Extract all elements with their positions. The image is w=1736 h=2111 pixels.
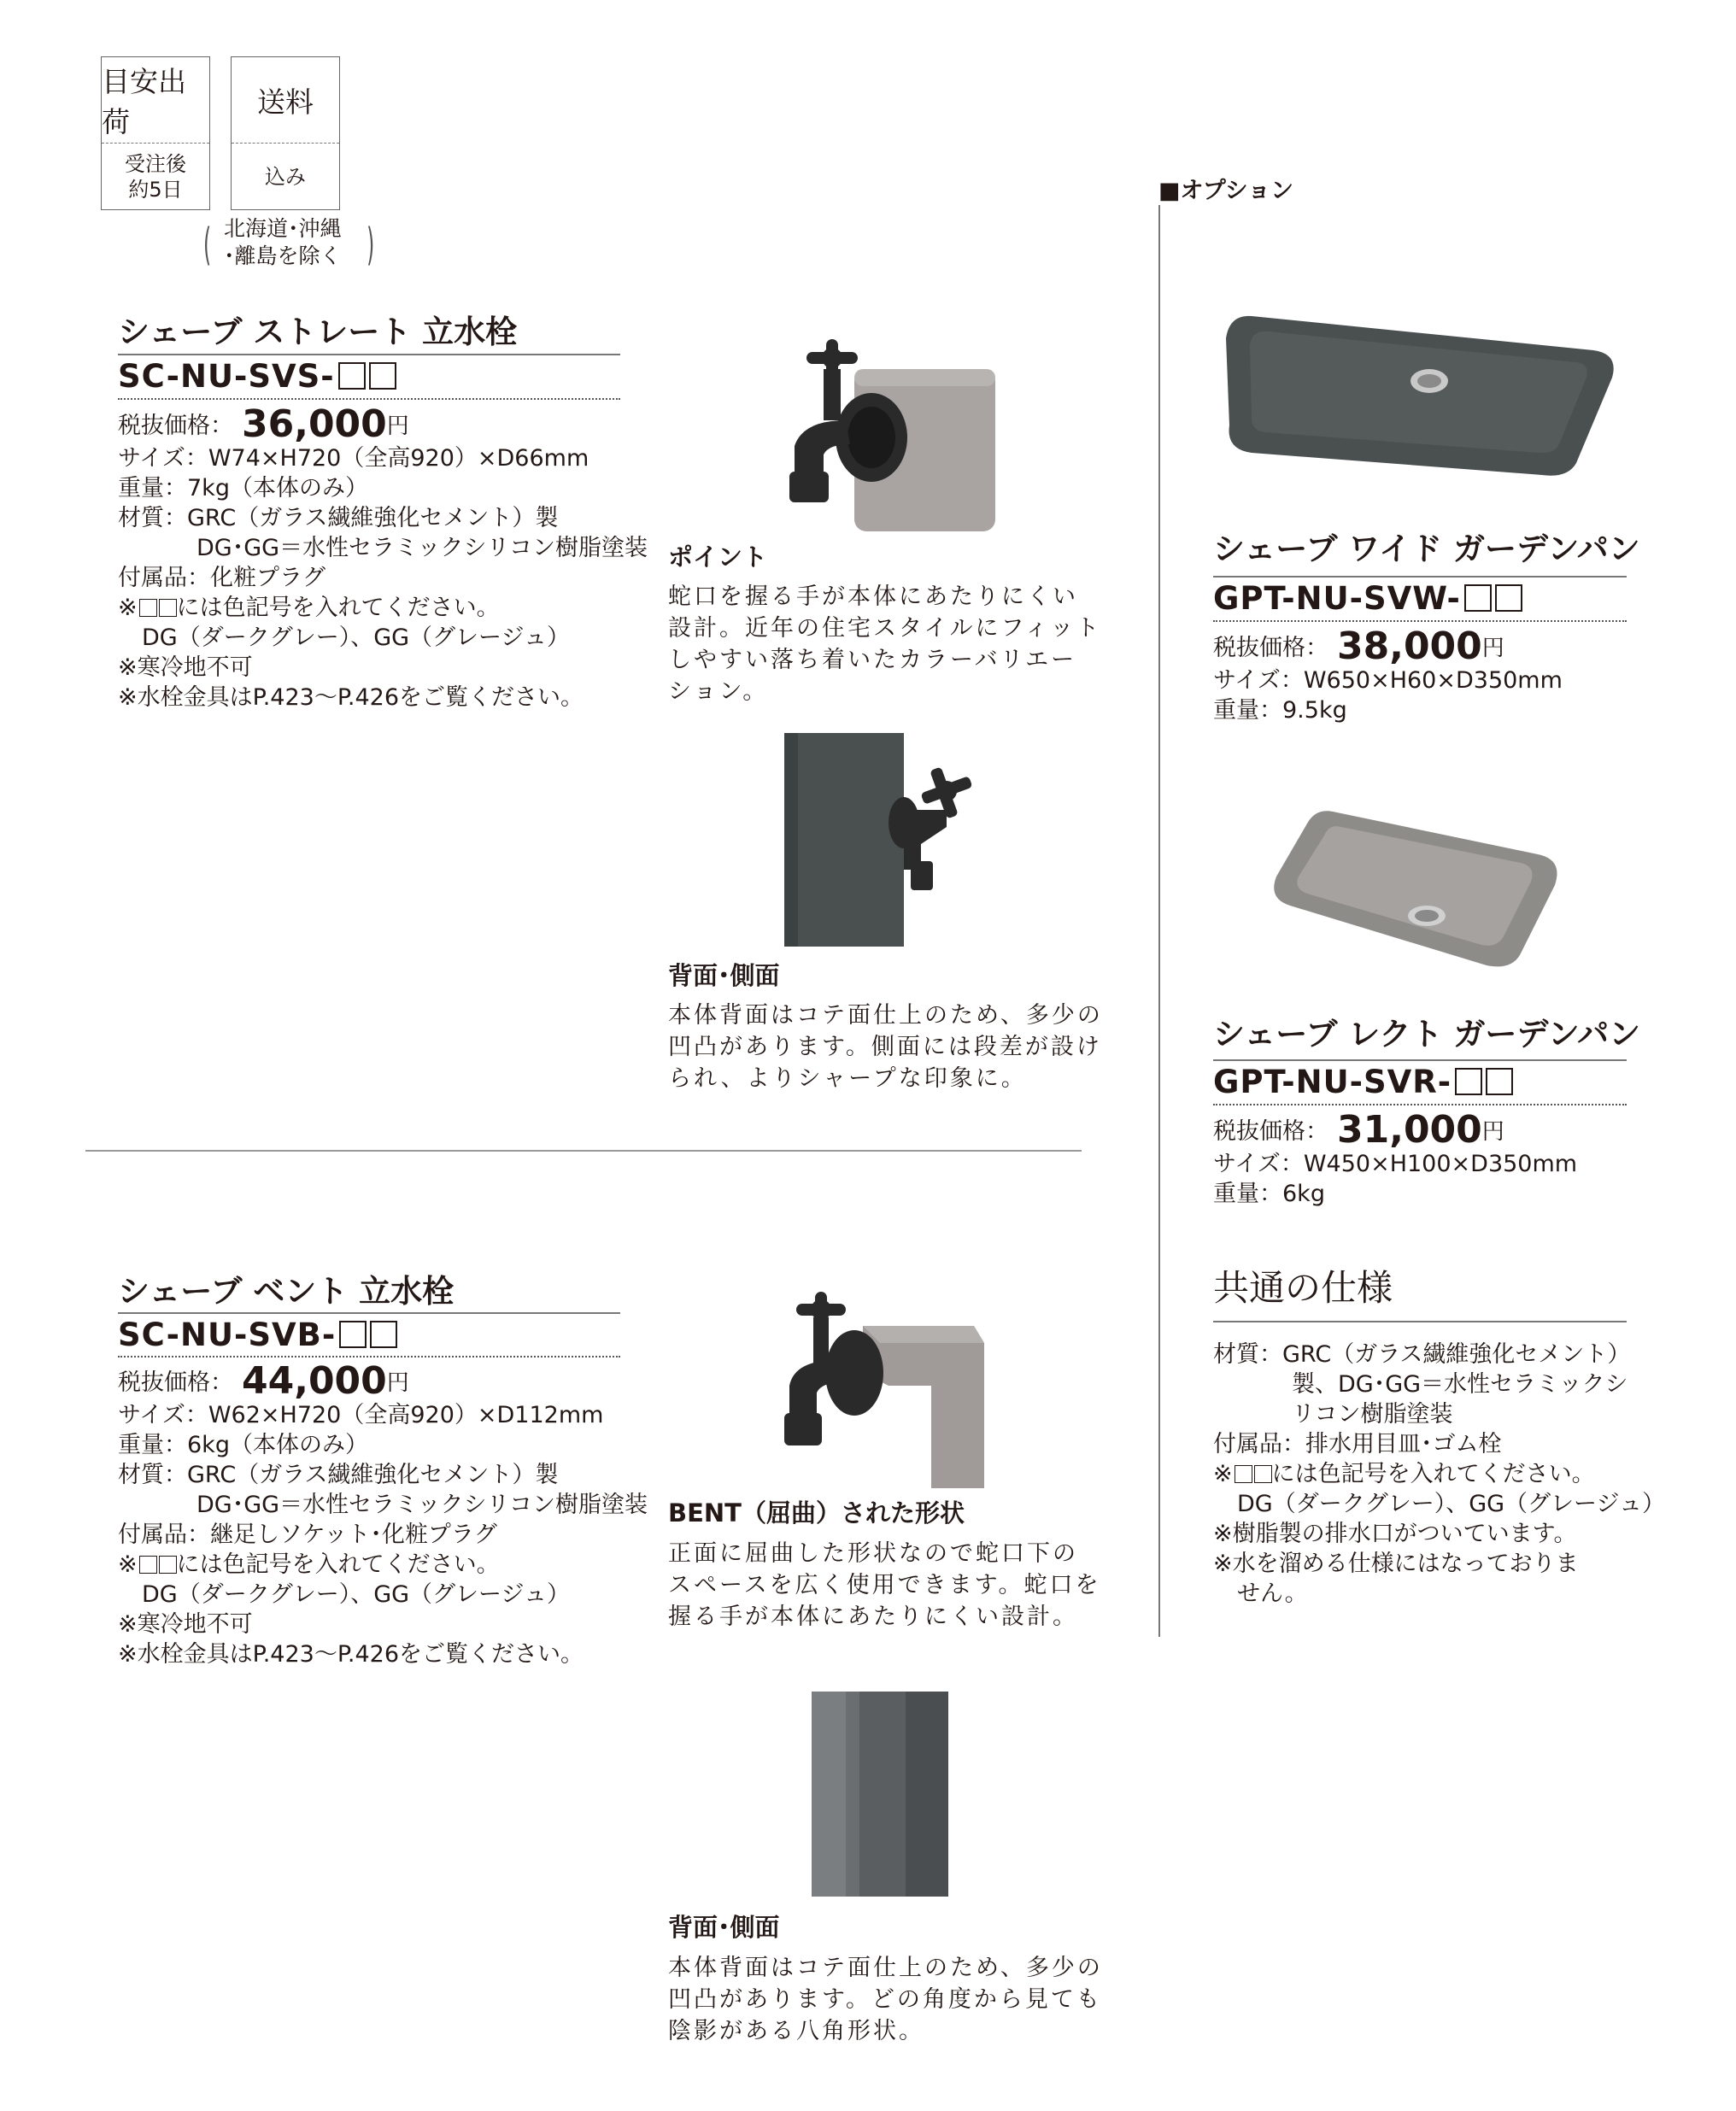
product2-material: 材質：GRC（ガラス繊維強化セメント）製: [118, 1462, 559, 1488]
product2-color-note: ※ には色記号を入れてください。: [118, 1551, 500, 1578]
product1-title: シェーブ ストレート 立水栓: [118, 314, 518, 350]
product2-accessory: 付属品：継足しソケット･化粧プラグ: [118, 1522, 497, 1548]
product2-back-text: 凹凸があります。どの角度から見ても: [668, 1986, 1102, 2013]
common-spec-line: DG（ダークグレー）、GG（グレージュ）: [1237, 1491, 1665, 1517]
product1-weight: 重量：7kg（本体のみ）: [118, 475, 368, 501]
divider: [1213, 576, 1627, 578]
product2-weight: 重量：6kg（本体のみ）: [118, 1432, 368, 1458]
product1-cold-note: ※寒冷地不可: [118, 654, 253, 681]
product1-back-title: 背面･側面: [668, 961, 780, 990]
product2-code: SC-NU-SVB-: [118, 1316, 397, 1355]
wide-pan-code: GPT-NU-SVW-: [1213, 579, 1522, 619]
product1-colors: DG（ダークグレー）、GG（グレージュ）: [142, 625, 570, 651]
divider: [1213, 1321, 1627, 1322]
product2-coating: DG･GG＝水性セラミックシリコン樹脂塗装: [196, 1492, 648, 1518]
shipping-badge-title: 目安出荷: [102, 57, 209, 144]
product2-point-text: 正面に屈曲した形状なので蛇口下の: [668, 1540, 1078, 1567]
shipping-badge-value: 受注後 約5日: [125, 151, 186, 202]
product1-size: サイズ：W74×H720（全高920）×D66mm: [118, 445, 589, 472]
product1-back-text: 凹凸があります。側面には段差が設け: [668, 1034, 1102, 1060]
common-spec-line: ※樹脂製の排水口がついています。: [1213, 1521, 1577, 1547]
product1-faucet-image: [769, 335, 1000, 531]
wide-pan-title: シェーブ ワイド ガーデンパン: [1213, 531, 1640, 567]
product2-cold-note: ※寒冷地不可: [118, 1611, 253, 1638]
product2-point-text: 握る手が本体にあたりにくい設計。: [668, 1604, 1078, 1630]
divider: [1213, 620, 1627, 622]
product1-back-text: 本体背面はコテ面仕上のため、多少の: [668, 1002, 1103, 1029]
common-spec-line: 材質：GRC（ガラス繊維強化セメント）: [1213, 1341, 1631, 1368]
common-spec-line: 製、DG･GG＝水性セラミックシ: [1292, 1371, 1628, 1398]
product2-point-title: BENT（屈曲）された形状: [668, 1498, 965, 1528]
divider: [118, 398, 620, 400]
divider: [118, 354, 620, 355]
common-spec-title: 共通の仕様: [1213, 1267, 1393, 1309]
product1-code: SC-NU-SVS-: [118, 357, 396, 396]
rect-pan-code: GPT-NU-SVR-: [1213, 1063, 1513, 1102]
product1-color-note: ※ には色記号を入れてください。: [118, 595, 500, 621]
divider: [1213, 1059, 1627, 1061]
common-spec-line: ※水を溜める仕様にはなっておりま: [1213, 1551, 1579, 1577]
product1-material: 材質：GRC（ガラス繊維強化セメント）製: [118, 505, 559, 531]
product2-faucet-image: [760, 1292, 1000, 1488]
product2-size: サイズ：W62×H720（全高920）×D112mm: [118, 1402, 604, 1428]
wide-pan-price: 税抜価格： 38,000円: [1213, 625, 1504, 668]
common-spec-line: せん。: [1237, 1580, 1308, 1607]
rect-pan-title: シェーブ レクト ガーデンパン: [1213, 1016, 1641, 1053]
delivery-fee-badge-title: 送料: [232, 57, 339, 144]
product1-fitting-note: ※水栓金具はP.423～P.426をご覧ください。: [118, 684, 584, 711]
common-spec-line: ※ には色記号を入れてください。: [1213, 1461, 1595, 1487]
product2-colors: DG（ダークグレー）、GG（グレージュ）: [142, 1581, 570, 1608]
product1-accessory: 付属品：化粧プラグ: [118, 565, 326, 591]
section-divider: [85, 1150, 1082, 1152]
product1-point-title: ポイント: [668, 542, 768, 572]
product2-back-title: 背面･側面: [668, 1913, 780, 1942]
product1-price: 税抜価格： 36,000円: [118, 402, 409, 446]
product1-coating: DG･GG＝水性セラミックシリコン樹脂塗装: [196, 535, 648, 561]
delivery-fee-badge-value: 込み: [265, 164, 306, 189]
product2-back-text: 本体背面はコテ面仕上のため、多少の: [668, 1955, 1103, 1981]
divider: [118, 1312, 620, 1314]
wide-pan-weight: 重量：9.5kg: [1213, 697, 1347, 724]
product2-price: 税抜価格： 44,000円: [118, 1359, 409, 1403]
delivery-fee-badge: [231, 56, 340, 210]
product2-back-image: [812, 1692, 948, 1897]
product2-back-text: 陰影がある八角形状。: [668, 2018, 924, 2044]
product1-point-text: しやすい落ち着いたカラーバリエー: [668, 647, 1077, 673]
product1-point-text: 設計。近年の住宅スタイルにフィット: [668, 615, 1102, 642]
product1-point-text: 蛇口を握る手が本体にあたりにくい: [668, 583, 1078, 610]
product2-fitting-note: ※水栓金具はP.423～P.426をご覧ください。: [118, 1641, 584, 1668]
product1-back-image: [784, 733, 998, 947]
product1-back-text: られ、よりシャープな印象に。: [668, 1065, 1027, 1092]
common-spec-line: 付属品：排水用目皿･ゴム栓: [1213, 1431, 1502, 1457]
shipping-badge: [101, 56, 210, 210]
product2-point-text: スペースを広く使用できます。蛇口を: [668, 1572, 1101, 1598]
divider: [1213, 1104, 1627, 1105]
rect-pan-price: 税抜価格： 31,000円: [1213, 1108, 1504, 1152]
rect-pan-image: [1264, 803, 1572, 974]
wide-pan-image: [1217, 299, 1619, 487]
common-spec-line: リコン樹脂塗装: [1292, 1401, 1453, 1428]
product2-title: シェーブ ベント 立水栓: [118, 1273, 455, 1310]
column-divider: [1158, 205, 1160, 1637]
product1-point-text: ション。: [668, 678, 769, 705]
badge-note: ( ) 北海道･沖縄 ･離島を除く: [203, 216, 374, 271]
options-heading: ■オプション: [1158, 178, 1294, 204]
divider: [118, 1356, 620, 1357]
rect-pan-size: サイズ：W450×H100×D350mm: [1213, 1151, 1578, 1177]
rect-pan-weight: 重量：6kg: [1213, 1181, 1325, 1207]
wide-pan-size: サイズ：W650×H60×D350mm: [1213, 667, 1563, 694]
